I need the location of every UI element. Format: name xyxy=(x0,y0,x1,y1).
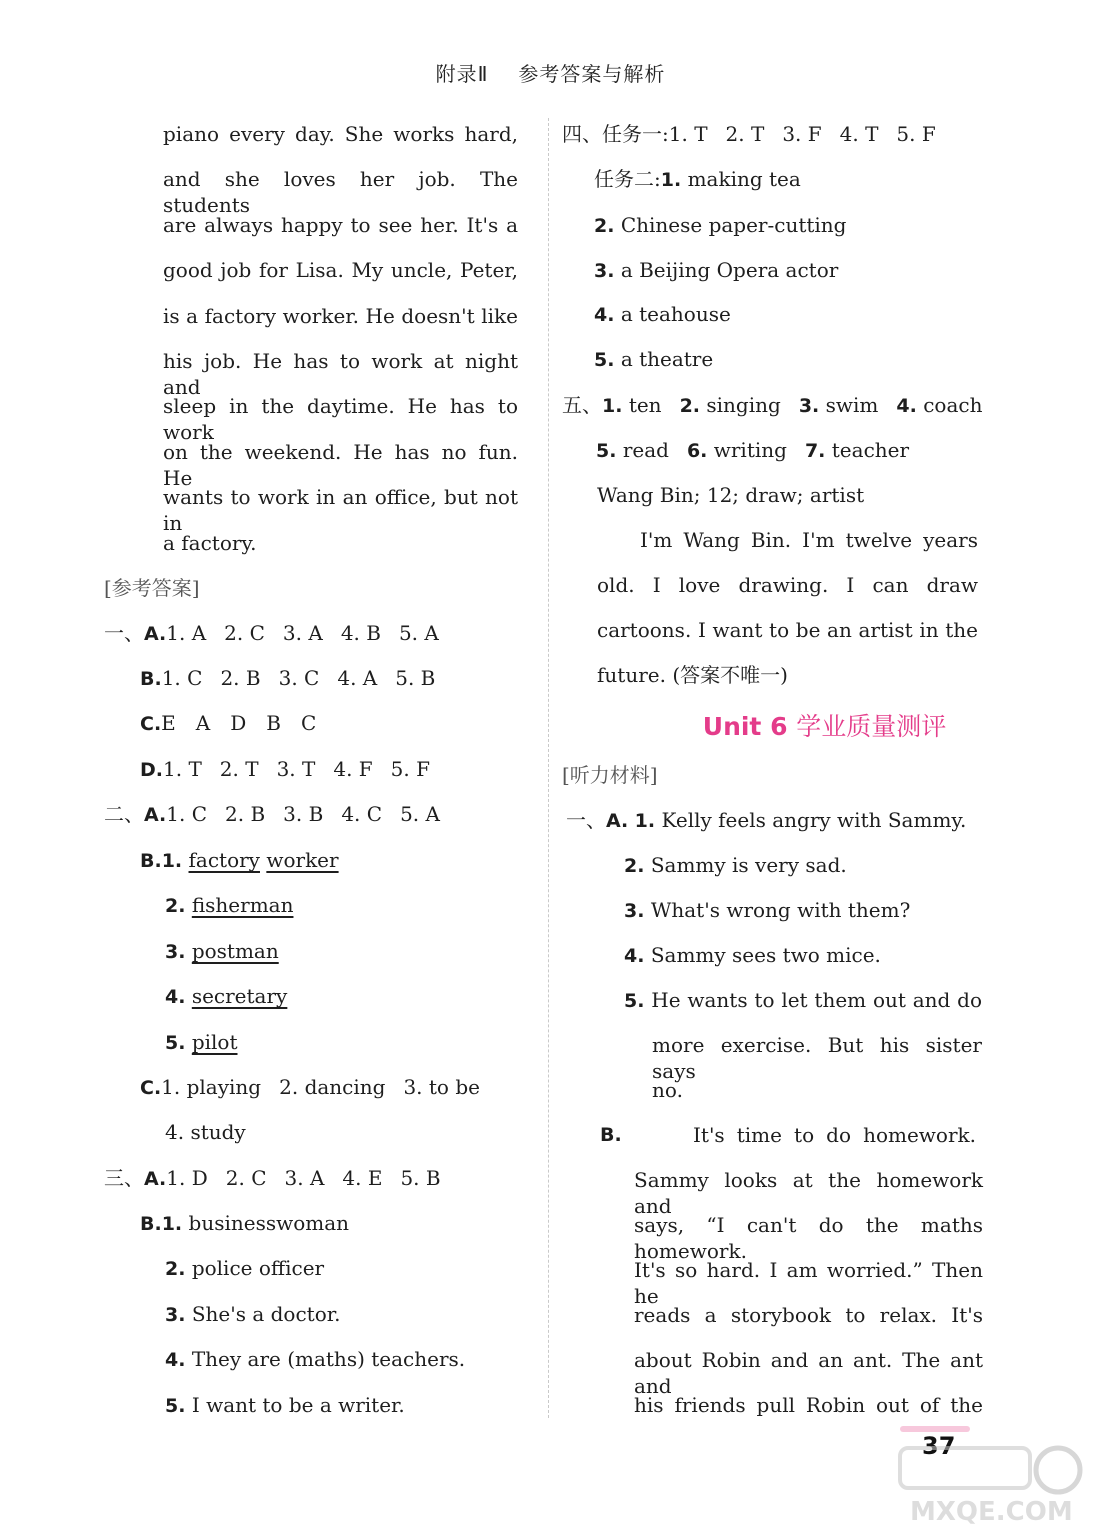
passage-line: sleep in the daytime. He has to work xyxy=(163,394,518,444)
passage-line: is a factory worker. He doesn't like xyxy=(163,304,518,328)
section-1-A: 一、A.1. A 2. C 3. A 4. B 5. A xyxy=(104,621,439,645)
listening-B-line: his friends pull Robin out of the xyxy=(634,1393,983,1417)
section-3-B-item: 5. I want to be a writer. xyxy=(165,1393,405,1417)
listening-material-label: [听力材料] xyxy=(562,763,658,787)
passage-line: and she loves her job. The students xyxy=(163,167,518,217)
essay-line: cartoons. I want to be an artist in the xyxy=(597,618,978,642)
listening-A-item: 一、A. 1. Kelly feels angry with Sammy. xyxy=(566,808,967,832)
essay-line: future. (答案不唯一) xyxy=(597,663,788,687)
listening-A-item: 3. What's wrong with them? xyxy=(624,898,911,922)
header-appendix: 附录Ⅱ xyxy=(435,62,489,86)
passage-line: a factory. xyxy=(163,531,257,555)
passage-line: piano every day. She works hard, xyxy=(163,122,518,146)
section-2-C: C.1. playing 2. dancing 3. to be xyxy=(140,1075,480,1099)
watermark-logo xyxy=(880,1440,1090,1530)
listening-B-label: B. xyxy=(600,1124,622,1146)
passage-line: are always happy to see her. It's a xyxy=(163,213,518,237)
passage-line: wants to work in an office, but not in xyxy=(163,485,518,535)
section-5-line2: 5. read 6. writing 7. teacher xyxy=(596,438,910,462)
listening-A-item: 4. Sammy sees two mice. xyxy=(624,943,881,967)
section-3-B-item: 3. She's a doctor. xyxy=(165,1302,341,1326)
unit-heading: Unit 6 学业质量测评 xyxy=(702,712,947,741)
passage-line: on the weekend. He has no fun. He xyxy=(163,440,518,490)
section-5-info: Wang Bin; 12; draw; artist xyxy=(597,483,865,507)
section-4-task2-item: 2. Chinese paper-cutting xyxy=(594,213,847,237)
passage-line: good job for Lisa. My uncle, Peter, xyxy=(163,258,518,282)
section-4-task2-item: 4. a teahouse xyxy=(594,302,731,326)
watermark-text: MXQE.COM xyxy=(910,1497,1073,1527)
section-2-B-item: B.1. factory worker xyxy=(140,848,339,872)
header-title: 参考答案与解析 xyxy=(518,62,666,86)
listening-B-line: It's time to do homework. xyxy=(693,1123,976,1147)
section-3-B-item: B.1. businesswoman xyxy=(140,1211,350,1235)
section-1-B: B.1. C 2. B 3. C 4. A 5. B xyxy=(140,666,436,690)
section-1-C: C.E A D B C xyxy=(140,711,317,735)
section-4-task2-item: 5. a theatre xyxy=(594,347,714,371)
essay-line: old. I love drawing. I can draw xyxy=(597,573,978,597)
section-3-B-item: 2. police officer xyxy=(165,1256,325,1280)
section-4-task1: 四、任务一:1. T 2. T 3. F 4. T 5. F xyxy=(562,122,936,146)
passage-line: his job. He has to work at night and xyxy=(163,349,518,399)
section-4-task2-item: 任务二:1. making tea xyxy=(594,167,801,191)
section-3-B-item: 4. They are (maths) teachers. xyxy=(165,1347,466,1371)
section-2-B-item: 2. fisherman xyxy=(165,893,294,917)
listening-A-cont: no. xyxy=(652,1078,683,1102)
section-2-B-item: 4. secretary xyxy=(165,984,288,1008)
essay-line: I'm Wang Bin. I'm twelve years xyxy=(640,528,978,552)
listening-A-item: 5. He wants to let them out and do xyxy=(624,988,983,1012)
listening-A-cont: more exercise. But his sister says xyxy=(652,1033,982,1083)
running-header xyxy=(0,58,1101,87)
listening-A-item: 2. Sammy is very sad. xyxy=(624,853,847,877)
section-3-A: 三、A.1. D 2. C 3. A 4. E 5. B xyxy=(104,1166,441,1190)
listening-B-line: about Robin and an ant. The ant and xyxy=(634,1348,983,1398)
listening-B-line: reads a storybook to relax. It's xyxy=(634,1303,983,1327)
page-number: 37 xyxy=(922,1432,956,1460)
listening-B-line: Sammy looks at the homework and xyxy=(634,1168,983,1218)
listening-B-line: It's so hard. I am worried.” Then he xyxy=(634,1258,983,1308)
section-2-C-cont: 4. study xyxy=(165,1120,246,1144)
column-divider xyxy=(548,118,549,1418)
section-4-task2-item: 3. a Beijing Opera actor xyxy=(594,258,839,282)
section-2-B-item: 5. pilot xyxy=(165,1030,238,1054)
section-2-A: 二、A.1. C 2. B 3. B 4. C 5. A xyxy=(104,802,440,826)
section-2-B-item: 3. postman xyxy=(165,939,279,963)
reference-answers-label: [参考答案] xyxy=(104,576,200,600)
section-1-D: D.1. T 2. T 3. T 4. F 5. F xyxy=(140,757,430,781)
section-5-line1: 五、1. ten 2. singing 3. swim 4. coach xyxy=(562,393,983,417)
listening-B-line: says, “I can't do the maths homework. xyxy=(634,1213,983,1263)
